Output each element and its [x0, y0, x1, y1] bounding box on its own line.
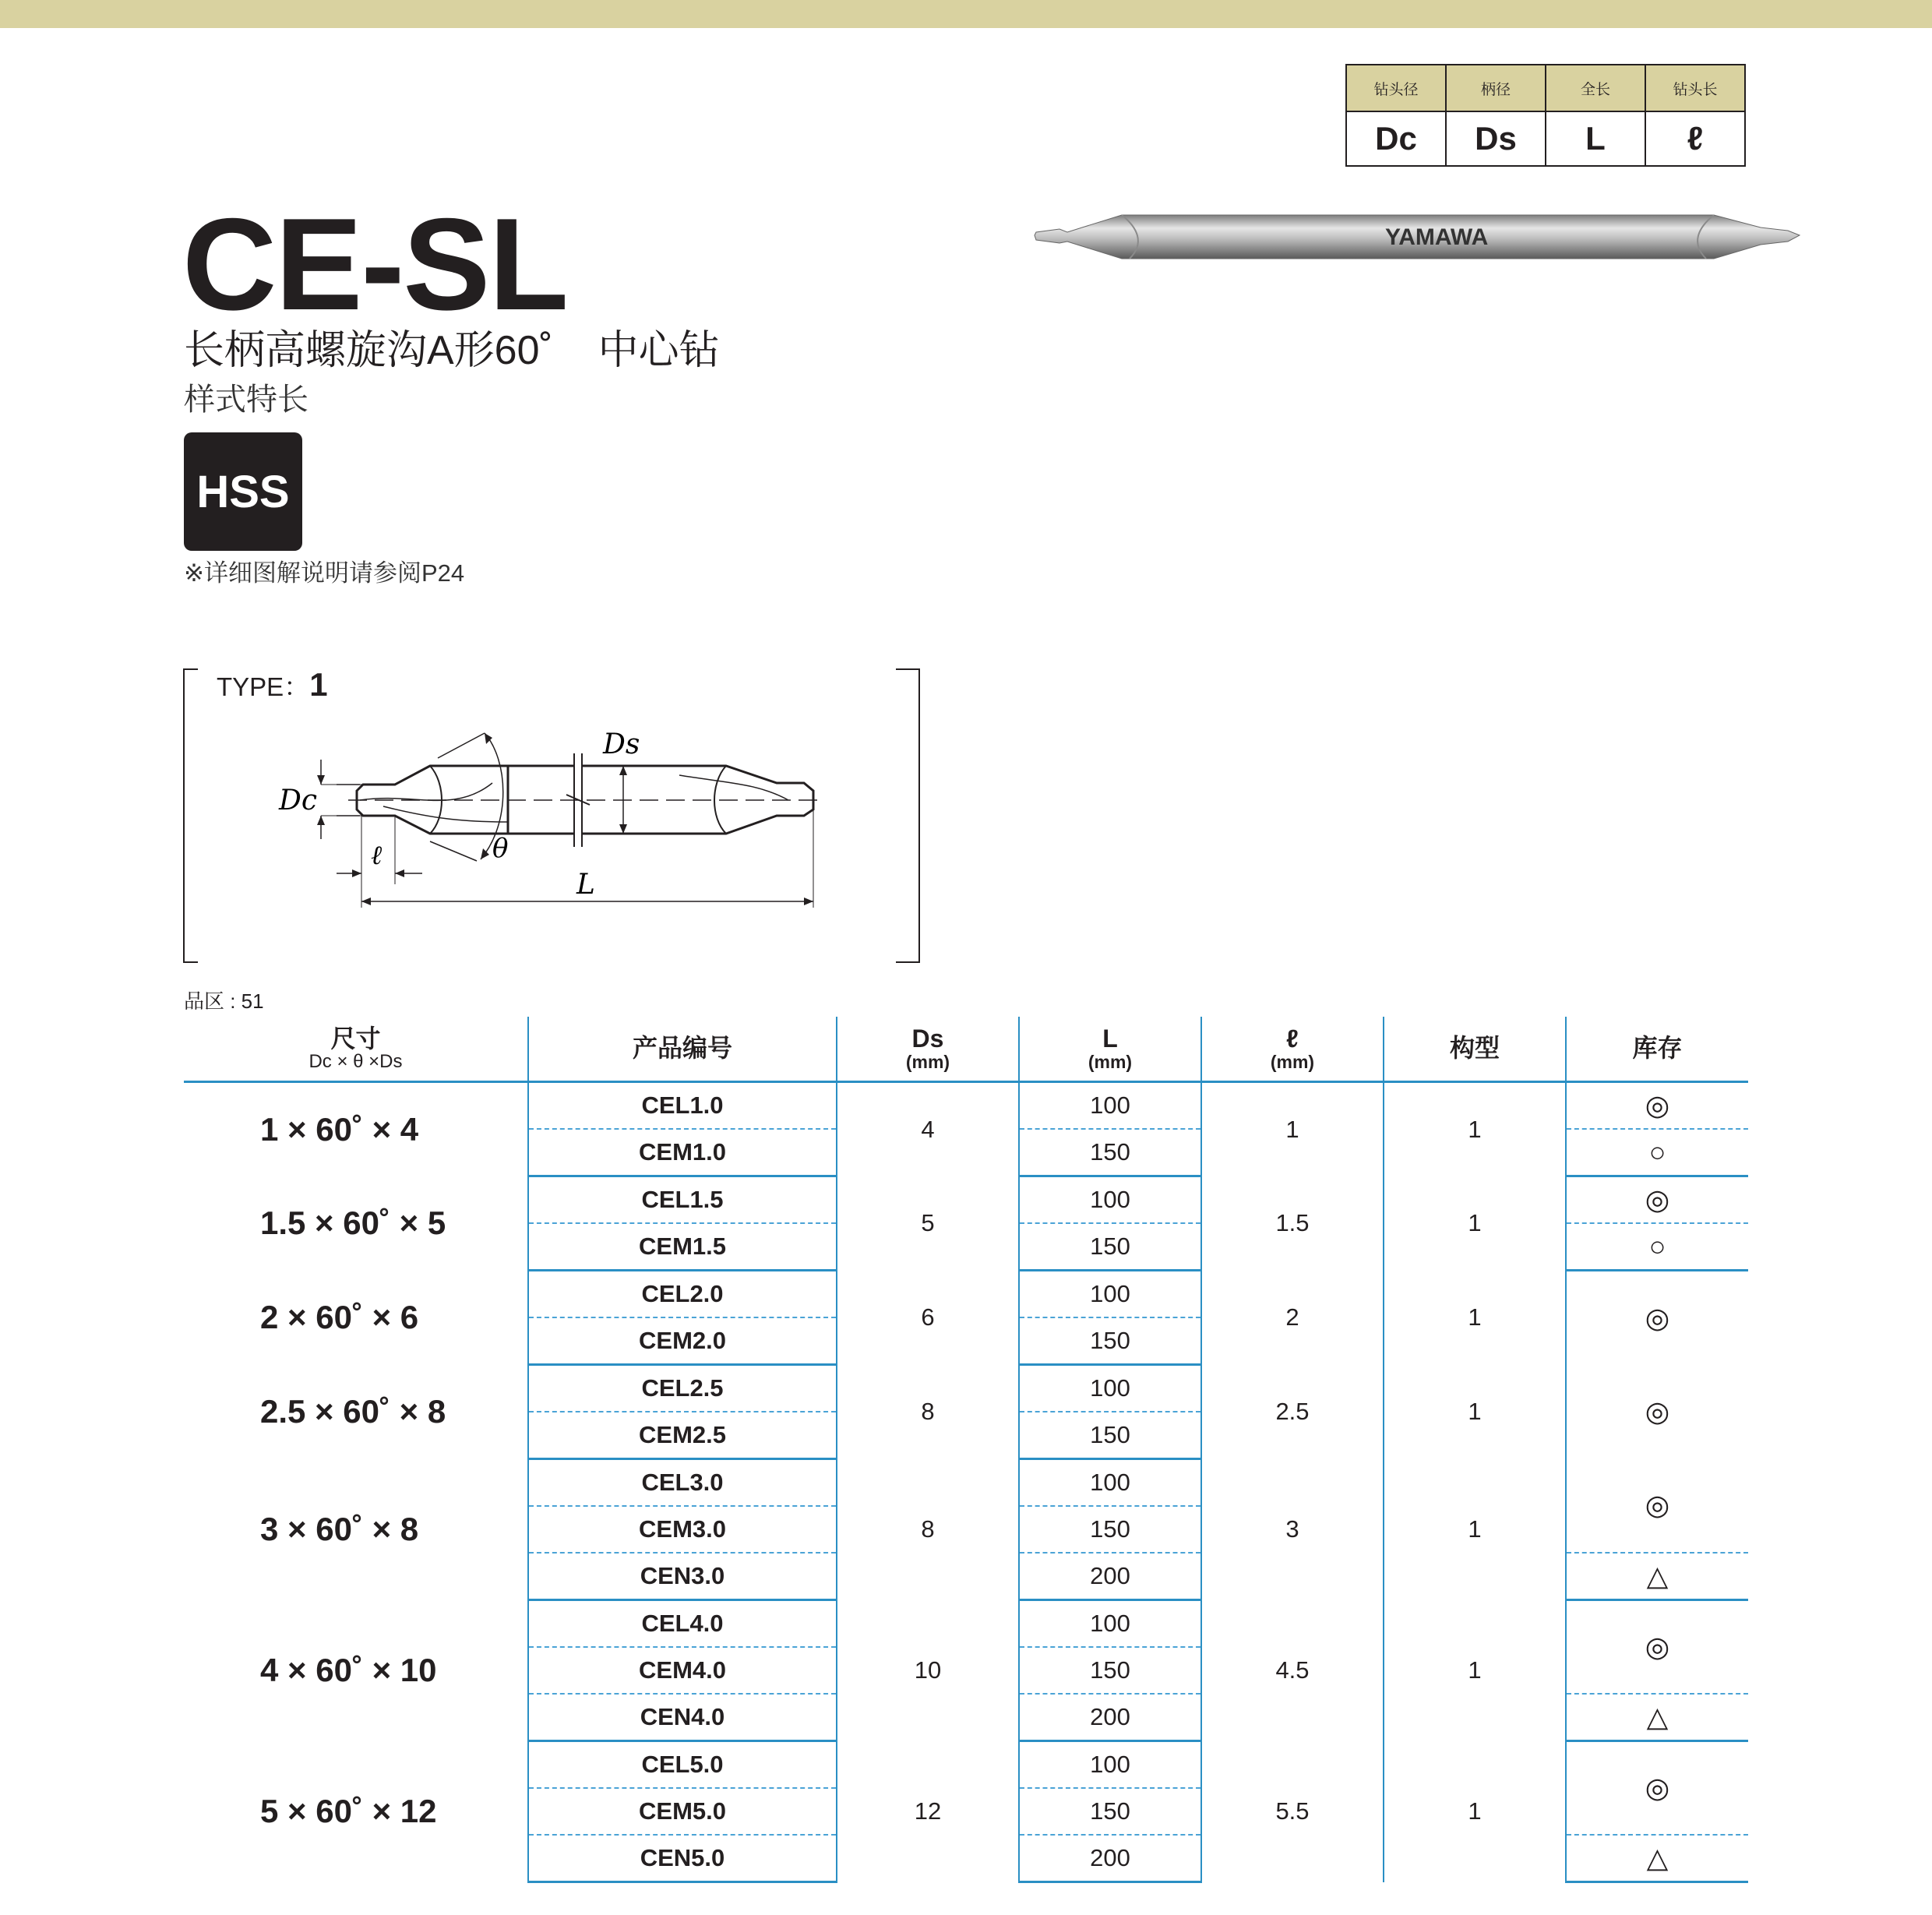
l-cell: 150 [1019, 1506, 1201, 1553]
l-cell: 150 [1019, 1223, 1201, 1271]
size-cell: 1 × 60˚ × 4 [260, 1110, 419, 1148]
header-code: 产品编号 [528, 1017, 837, 1082]
type-label: TYPE：1 [217, 666, 328, 703]
type-value: 1 [309, 666, 328, 703]
product-subtitle: 长柄高螺旋沟A形60˚ 中心钻 [184, 328, 720, 373]
ds-cell: 10 [837, 1600, 1019, 1741]
header-size: 尺寸 Dc × θ ×Ds [184, 1017, 528, 1082]
legend-label-dc: 钻头径 [1346, 65, 1446, 111]
code-cell: CEN3.0 [528, 1553, 837, 1600]
legend-label-lsmall: 钻头长 [1645, 65, 1745, 111]
type-cell: 1 [1384, 1459, 1566, 1600]
l-cell: 150 [1019, 1412, 1201, 1459]
lsmall-cell: 5.5 [1201, 1741, 1384, 1882]
l-cell: 100 [1019, 1176, 1201, 1224]
label-dc: Dc [279, 785, 318, 816]
l-cell: 150 [1019, 1317, 1201, 1365]
size-cell: 2 × 60˚ × 6 [260, 1299, 419, 1335]
label-ds: Ds [603, 728, 640, 760]
code-cell: CEM1.0 [528, 1129, 837, 1176]
dimension-legend [1345, 64, 1746, 167]
l-cell: 100 [1019, 1600, 1201, 1648]
brand-engraving: YAMAWA [1385, 224, 1489, 250]
type-cell: 1 [1384, 1600, 1566, 1741]
header-ds: Ds (mm) [837, 1017, 1019, 1082]
l-cell: 100 [1019, 1365, 1201, 1412]
type-cell: 1 [1384, 1365, 1566, 1459]
stock-cell: ◎ [1566, 1365, 1748, 1459]
table-row [184, 1365, 1748, 1412]
code-cell: CEN5.0 [528, 1835, 837, 1882]
type-cell: 1 [1384, 1271, 1566, 1365]
size-cell: 4 × 60˚ × 10 [260, 1652, 437, 1688]
header-l: L (mm) [1019, 1017, 1201, 1082]
stock-cell: △ [1566, 1835, 1748, 1882]
legend-label-ds: 柄径 [1446, 65, 1546, 111]
l-cell: 150 [1019, 1129, 1201, 1176]
size-cell: 3 × 60˚ × 8 [260, 1511, 419, 1547]
style-line: 样式特长 [184, 383, 308, 417]
code-cell: CEL1.5 [528, 1176, 837, 1224]
code-cell: CEM2.0 [528, 1317, 837, 1365]
type-cell: 1 [1384, 1741, 1566, 1882]
lsmall-cell: 2 [1201, 1271, 1384, 1365]
material-badge: HSS [184, 432, 302, 551]
code-cell: CEN4.0 [528, 1694, 837, 1741]
l-cell: 100 [1019, 1082, 1201, 1130]
ds-cell: 4 [837, 1082, 1019, 1176]
code-cell: CEL3.0 [528, 1459, 837, 1507]
tool-photo [1028, 204, 1807, 274]
code-cell: CEL1.0 [528, 1082, 837, 1130]
legend-symbol-lsmall: ℓ [1645, 111, 1745, 166]
code-cell: CEL2.0 [528, 1271, 837, 1318]
stock-cell: △ [1566, 1553, 1748, 1600]
code-cell: CEL5.0 [528, 1741, 837, 1789]
ds-cell: 8 [837, 1365, 1019, 1459]
legend-label-l: 全长 [1546, 65, 1645, 111]
code-cell: CEM5.0 [528, 1788, 837, 1835]
stock-cell: ○ [1566, 1223, 1748, 1271]
size-cell: 5 × 60˚ × 12 [260, 1793, 437, 1829]
type-cell: 1 [1384, 1082, 1566, 1176]
lsmall-cell: 4.5 [1201, 1600, 1384, 1741]
table-row [184, 1459, 1748, 1507]
ds-cell: 12 [837, 1741, 1019, 1882]
l-cell: 200 [1019, 1835, 1201, 1882]
l-cell: 100 [1019, 1741, 1201, 1789]
label-l-total: L [576, 869, 595, 901]
reference-note: ※详细图解说明请参阅P24 [184, 559, 465, 587]
l-cell: 100 [1019, 1271, 1201, 1318]
label-l-small: ℓ [371, 840, 383, 871]
stock-cell: ◎ [1566, 1271, 1748, 1365]
code-cell: CEM1.5 [528, 1223, 837, 1271]
stock-cell: ◎ [1566, 1741, 1748, 1836]
l-cell: 100 [1019, 1459, 1201, 1507]
table-row [184, 1082, 1748, 1130]
stock-cell: ○ [1566, 1129, 1748, 1176]
ds-cell: 6 [837, 1271, 1019, 1365]
stock-cell: ◎ [1566, 1600, 1748, 1695]
code-cell: CEM2.5 [528, 1412, 837, 1459]
lsmall-cell: 1 [1201, 1082, 1384, 1176]
size-cell: 1.5 × 60˚ × 5 [260, 1204, 446, 1241]
stock-cell: ◎ [1566, 1176, 1748, 1224]
code-cell: CEM3.0 [528, 1506, 837, 1553]
legend-symbol-ds: Ds [1446, 111, 1546, 166]
lsmall-cell: 1.5 [1201, 1176, 1384, 1271]
spec-table [184, 1017, 1748, 1883]
header-type: 构型 [1384, 1017, 1566, 1082]
table-row [184, 1741, 1748, 1789]
header-lsmall: ℓ (mm) [1201, 1017, 1384, 1082]
legend-symbol-l: L [1546, 111, 1645, 166]
top-color-bar [0, 0, 1932, 28]
code-cell: CEL4.0 [528, 1600, 837, 1648]
table-row [184, 1600, 1748, 1648]
l-cell: 150 [1019, 1647, 1201, 1694]
legend-symbol-dc: Dc [1346, 111, 1446, 166]
ds-cell: 8 [837, 1459, 1019, 1600]
lsmall-cell: 3 [1201, 1459, 1384, 1600]
label-theta: θ [492, 833, 509, 864]
l-cell: 200 [1019, 1694, 1201, 1741]
size-cell: 2.5 × 60˚ × 8 [260, 1393, 446, 1430]
l-cell: 200 [1019, 1553, 1201, 1600]
table-row [184, 1176, 1748, 1224]
area-code: 品区 : 51 [184, 989, 264, 1013]
ds-cell: 5 [837, 1176, 1019, 1271]
code-cell: CEM4.0 [528, 1647, 837, 1694]
stock-cell: ◎ [1566, 1459, 1748, 1554]
type-cell: 1 [1384, 1176, 1566, 1271]
technical-diagram [181, 666, 929, 966]
model-name: CE-SL [182, 191, 567, 337]
l-cell: 150 [1019, 1788, 1201, 1835]
table-row [184, 1271, 1748, 1318]
lsmall-cell: 2.5 [1201, 1365, 1384, 1459]
header-stock: 库存 [1566, 1017, 1748, 1082]
stock-cell: △ [1566, 1694, 1748, 1741]
stock-cell: ◎ [1566, 1082, 1748, 1130]
code-cell: CEL2.5 [528, 1365, 837, 1412]
